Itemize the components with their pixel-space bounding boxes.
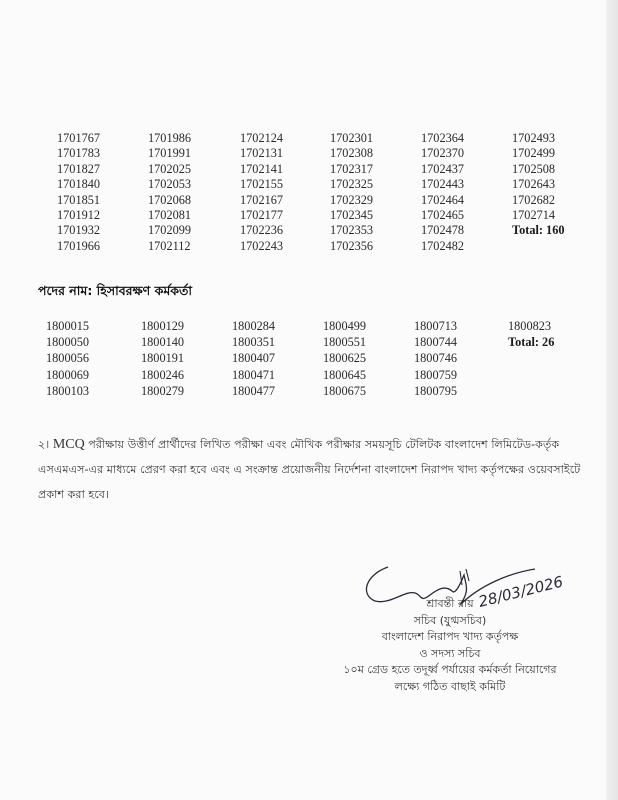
roll-number: 1800407 (232, 351, 276, 366)
roll-number: 1800140 (141, 335, 185, 350)
committee-line-2: লক্ষ্যে গঠিত বাছাই কমিটি (394, 679, 506, 693)
roll-number: 1800471 (232, 367, 276, 382)
signatory-name: শ্রাবন্তী রায় (426, 597, 474, 610)
roll-number: 1800746 (414, 351, 458, 366)
roll-number: 1702643 (512, 177, 556, 192)
roll-number: 1800759 (414, 367, 458, 382)
roll-number: 1702141 (240, 161, 284, 176)
roll-number: 1701851 (57, 192, 101, 207)
roll-number: 1800050 (46, 335, 90, 350)
roll-column (421, 131, 464, 254)
roll-number: 1702682 (512, 192, 556, 207)
roll-number: 1702301 (330, 131, 374, 145)
roll-column (57, 131, 100, 254)
roll-number: 1702112 (148, 238, 191, 253)
roll-column (240, 131, 283, 254)
roll-number: 1800056 (46, 351, 90, 366)
roll-number: 1701932 (57, 223, 101, 238)
roll-column (232, 318, 275, 399)
total-count: Total: 160 (512, 223, 565, 238)
roll-number: 1702464 (421, 192, 465, 207)
roll-number: 1702714 (512, 207, 556, 222)
notice-prefix: ২। (38, 438, 53, 451)
roll-number: 1702437 (421, 161, 465, 176)
roll-number: 1702236 (240, 223, 284, 238)
roll-number: 1701912 (57, 207, 101, 222)
roll-number: 1800069 (46, 367, 90, 382)
roll-number: 1702131 (240, 146, 284, 161)
notice-paragraph (38, 432, 598, 507)
roll-number: 1800499 (323, 319, 367, 333)
roll-number: 1701840 (57, 177, 101, 192)
roll-number: 1702317 (330, 161, 374, 176)
roll-number: 1800675 (323, 383, 367, 398)
roll-number: 1800103 (46, 383, 90, 398)
roll-number: 1800795 (414, 383, 458, 398)
roll-number: 1702099 (148, 223, 192, 238)
notice-mcq: MCQ (52, 437, 85, 452)
roll-number: 1800477 (232, 383, 276, 398)
signatory-role: ও সদস্য সচিব (419, 646, 481, 660)
roll-number: 1702167 (240, 192, 284, 207)
roll-number: 1702370 (421, 146, 465, 161)
roll-number: 1800284 (232, 319, 276, 333)
scan-edge (606, 0, 618, 800)
roll-column (46, 318, 89, 399)
roll-column (323, 318, 366, 399)
roll-number: 1800713 (414, 319, 458, 333)
roll-number: 1702482 (421, 238, 465, 253)
roll-number: 1800246 (141, 367, 185, 382)
roll-number: 1702243 (240, 238, 284, 253)
roll-column (508, 318, 554, 350)
notice-text: পরীক্ষায় উত্তীর্ণ প্রার্থীদের লিখিত পরীক্ষা এবং মৌখিক পরীক্ষার সময়সূচি টেলিটক বাংলাদেশ লিমিটেড-কর্তৃক এসএমএস-এর মাধ্যমে প্রেরণ করা হবে এবং এ সংক্রান্ত প্রয়োজনীয় নির্দেশনা বাংলাদেশ নিরাপদ খাদ্য কর্তৃপক্ষের ওয়েবসাইটে প্রকাশ করা হবে। (38, 438, 581, 501)
roll-number: 1800625 (323, 351, 367, 366)
roll-number: 1702499 (512, 146, 556, 161)
roll-number: 1800823 (508, 319, 552, 333)
roll-number: 1800129 (141, 319, 185, 333)
roll-number: 1702025 (148, 161, 192, 176)
roll-number: 1702155 (240, 177, 284, 192)
roll-number: 1800015 (46, 319, 90, 333)
signatory-designation: সচিব (যুগ্মসচিব) (413, 613, 487, 627)
signature-block (300, 596, 600, 696)
roll-column (148, 131, 191, 254)
roll-column (330, 131, 373, 254)
roll-number: 1702364 (421, 131, 465, 145)
roll-number: 1800191 (141, 351, 185, 366)
roll-number: 1702493 (512, 131, 556, 145)
roll-number: 1702325 (330, 177, 374, 192)
roll-number: 1701783 (57, 146, 101, 161)
committee-line-1: ১০ম গ্রেড হতে তদূর্ধ্ব পর্যায়ের কর্মকর্তা নিয়োগের (343, 663, 557, 677)
roll-number: 1800645 (323, 367, 367, 382)
roll-number: 1702329 (330, 192, 374, 207)
roll-number: 1701986 (148, 131, 192, 145)
roll-number: 1702443 (421, 177, 465, 192)
roll-number: 1701767 (57, 131, 101, 145)
roll-number: 1702308 (330, 146, 374, 161)
roll-number: 1702356 (330, 238, 374, 253)
roll-number: 1702177 (240, 207, 284, 222)
roll-number: 1701827 (57, 161, 101, 176)
roll-number: 1702478 (421, 223, 465, 238)
handwritten-date: 28/03/2026 (476, 572, 565, 611)
roll-number: 1800351 (232, 335, 276, 350)
roll-number: 1702465 (421, 207, 465, 222)
roll-number: 1702345 (330, 207, 374, 222)
roll-number: 1800551 (323, 335, 367, 350)
total-count: Total: 26 (508, 335, 555, 350)
roll-number: 1702053 (148, 177, 192, 192)
signatory-organization: বাংলাদেশ নিরাপদ খাদ্য কর্তৃপক্ষ (381, 630, 519, 644)
roll-number: 1800744 (414, 335, 458, 350)
roll-number: 1800279 (141, 383, 185, 398)
roll-column (141, 318, 184, 399)
roll-number: 1702068 (148, 192, 192, 207)
roll-number: 1702508 (512, 161, 556, 176)
roll-number: 1702124 (240, 131, 284, 145)
post-name-heading: পদের নাম: হিসাবরক্ষণ কর্মকর্তা (38, 283, 193, 298)
roll-number: 1701966 (57, 238, 101, 253)
roll-number: 1702353 (330, 223, 374, 238)
roll-number: 1701991 (148, 146, 192, 161)
roll-column (512, 131, 565, 239)
roll-number: 1702081 (148, 207, 192, 222)
roll-column (414, 318, 457, 399)
